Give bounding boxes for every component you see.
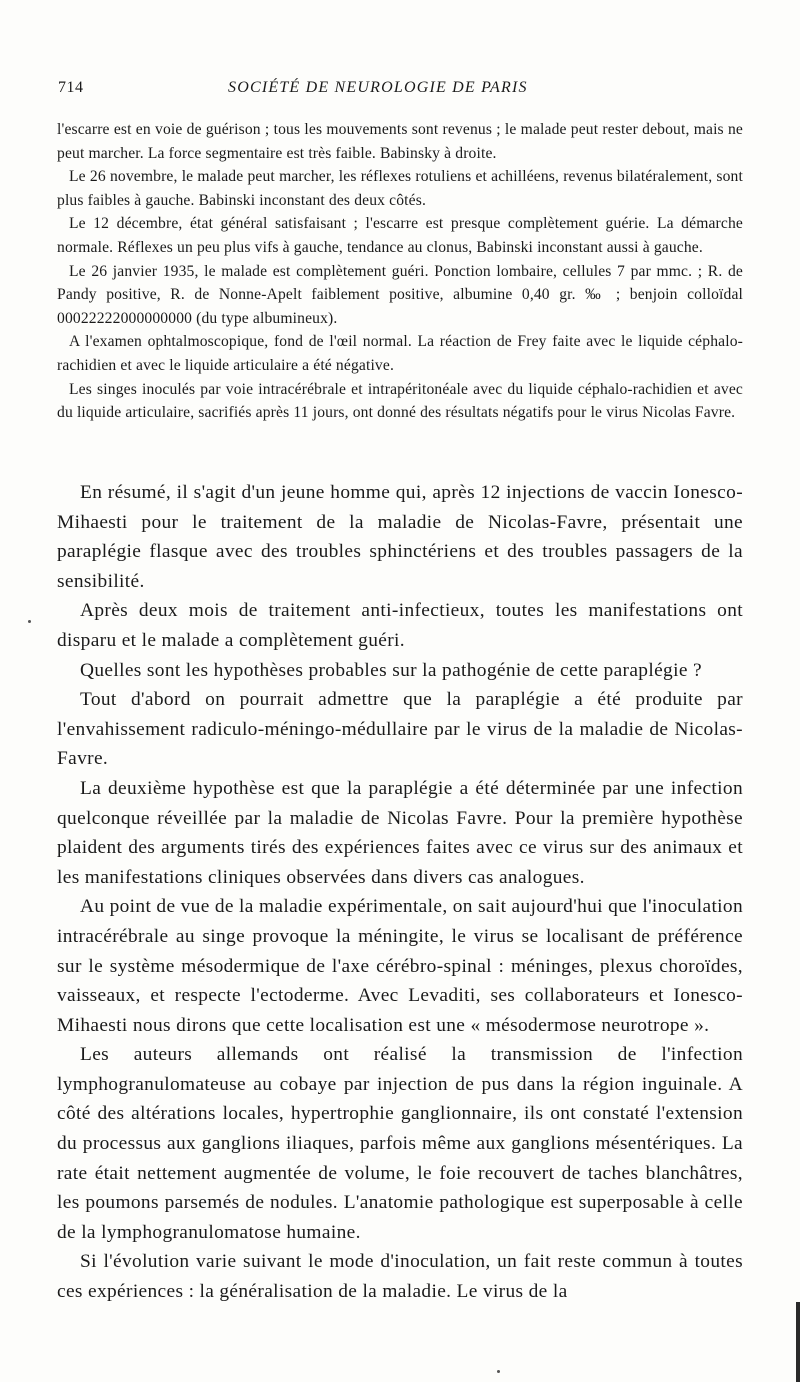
discussion-paragraph: Quelles sont les hypothèses probables sur la pathogénie de cette paraplégie ?: [80, 659, 702, 681]
discussion-paragraph: Après deux mois de traitement anti-infectieux, toutes les manifestations ont disparu et le malade a complètement guéri.: [57, 600, 743, 651]
discussion-paragraph: Tout d'abord on pourrait admettre que la paraplégie a été produite par l'envahissement radiculo-méningo-médullaire par le virus de la maladie de Nicolas-Favre.: [57, 689, 743, 770]
discussion-paragraph: Si l'évolution varie suivant le mode d'inoculation, un fait reste commun à toutes ces expériences : la généralisation de la maladie. Le virus de la: [57, 1251, 743, 1303]
running-head: SOCIÉTÉ DE NEUROLOGIE DE PARIS: [228, 79, 528, 96]
case-note-paragraph: Le 26 novembre, le malade peut marcher, les réflexes rotuliens et achilléens, revenus bilatéralement, sont plus faibles à gauche. Babinski inconstant des deux côtés.: [57, 168, 743, 209]
case-note-paragraph: A l'examen ophtalmoscopique, fond de l'œil normal. La réaction de Frey faite avec le liquide céphalo-rachidien et avec le liquide articulaire a été négative.: [57, 333, 743, 374]
case-notes-block: [57, 118, 743, 425]
scan-speck: [497, 1370, 500, 1373]
discussion-paragraph: En résumé, il s'agit d'un jeune homme qui, après 12 injections de vaccin Ionesco-Mihaesti pour le traitement de la maladie de Nicolas-Favre, présentait une paraplégie flasque avec des troubles sphinctériens et des troubles passagers de la sensibilité.: [57, 482, 743, 592]
case-note-paragraph: Le 26 janvier 1935, le malade est complètement guéri. Ponction lombaire, cellules 7 par mmc. ; R. de Pandy positive, R. de Nonne-Apelt faiblement positive, albumine 0,40 gr. ‰ ; benjoin colloïdal 00022222000000000 (du type albumineux).: [57, 262, 743, 327]
case-note-paragraph: Le 12 décembre, état général satisfaisant ; l'escarre est presque complètement guérie. La démarche normale. Réflexes un peu plus vifs à gauche, tendance au clonus, Babinski inconstant aussi à gauche.: [57, 215, 743, 256]
discussion-paragraph: Les auteurs allemands ont réalisé la transmission de l'infection lymphogranulomateuse au cobaye par injection de pus dans la région inguinale. A côté des altérations locales, hypertrophie ganglionnaire, ils ont constaté l'extension du processus aux ganglions iliaques, parfois même aux ganglions mésentériques. La rate était nettement augmentée de volume, le foie recouvert de taches blanchâtres, les poumons parsemés de nodules. L'anatomie pathologique est superposable à celle de la lymphogranulomatose humaine.: [57, 1044, 743, 1243]
page-header: [58, 79, 738, 103]
page-number: 714: [58, 79, 84, 96]
case-note-paragraph: Les singes inoculés par voie intracérébrale et intrapéritonéale avec du liquide céphalo-rachidien et avec du liquide articulaire, sacrifiés après 11 jours, ont donné des résultats négatifs pour le virus Nicolas Favre.: [57, 380, 743, 422]
scan-edge-mark: [796, 1302, 800, 1382]
case-note-paragraph: l'escarre est en voie de guérison ; tous les mouvements sont revenus ; le malade peut rester debout, mais ne peut marcher. La force segmentaire est très faible. Babinsky à droite.: [57, 121, 743, 162]
discussion-paragraph: La deuxième hypothèse est que la paraplégie a été déterminée par une infection quelconque réveillée par la maladie de Nicolas Favre. Pour la première hypothèse plaident des arguments tirés des expériences faites avec ce virus sur des animaux et les manifestations cliniques observées dans divers cas analogues.: [57, 777, 743, 888]
discussion-paragraph: Au point de vue de la maladie expérimentale, on sait aujourd'hui que l'inoculation intracérébrale au singe provoque la méningite, le virus se localisant de préférence sur le système mésodermique de l'axe cérébro-spinal : méninges, plexus choroïdes, vaisseaux, et respecte l'ectoderme. Avec Levaditi, ses collaborateurs et Ionesco-Mihaesti nous dirons que cette localisation est une « mésodermose neurotrope ».: [57, 896, 744, 1036]
discussion-block: [57, 478, 743, 1307]
scan-speck: [28, 620, 31, 623]
